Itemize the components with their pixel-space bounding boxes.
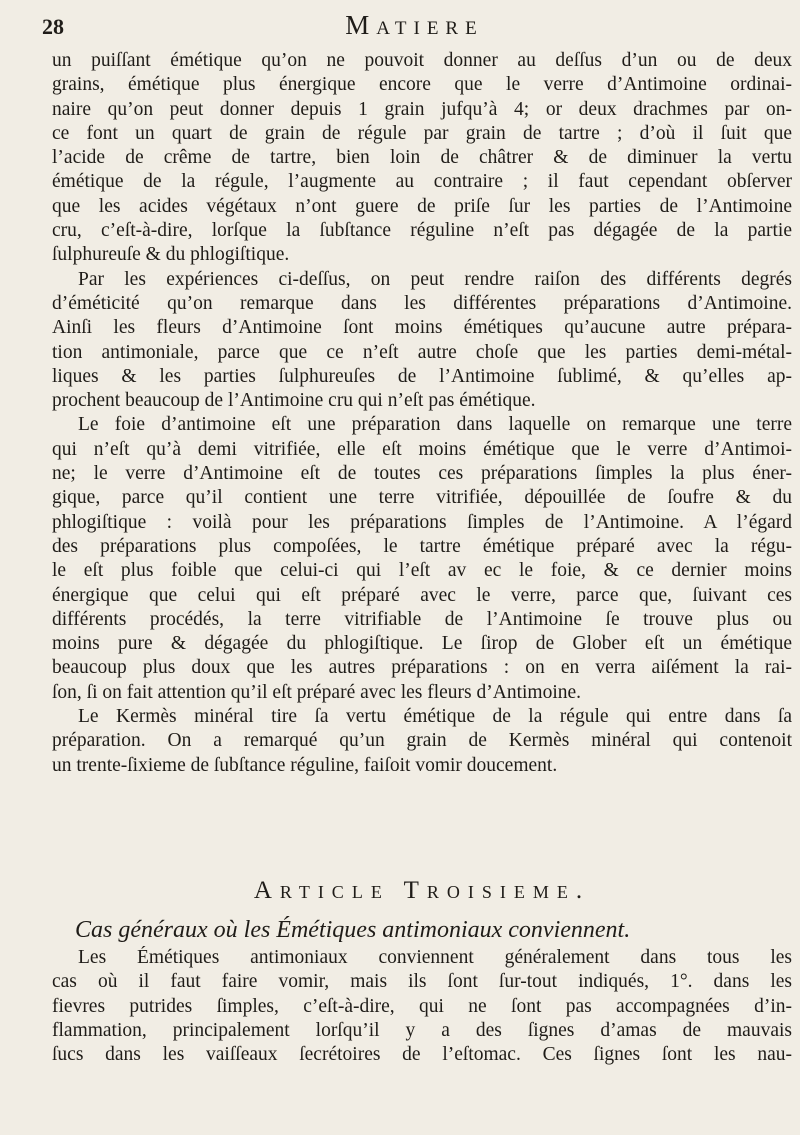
running-title: Matiere — [345, 10, 484, 40]
text-line: ne; le verre d’Antimoine eſt de toutes ces préparations ſimples la plus éner- — [52, 463, 792, 485]
text-line: prochent beaucoup de l’Antimoine cru qui n’eſt pas émétique. — [52, 390, 536, 412]
text-line: Par les expériences ci-deſſus, on peut rendre raiſon des différents degrés — [78, 268, 792, 290]
text-line: ſon, ſi on fait attention qu’il eſt préparé avec les fleurs d’Antimoine. — [52, 681, 582, 703]
text-line: que les acides végétaux n’ont guere de priſe ſur les parties de l’Antimoine — [52, 195, 792, 217]
text-line: Ainſi les fleurs d’Antimoine ſont moins émétiques qu’aucune autre prépara- — [52, 317, 792, 339]
text-line: différents procédés, la terre vitrifiable de l’Antimoine ſe trouve plus ou — [52, 608, 792, 630]
text-line: fievres putrides ſimples, c’eſt-à-dire, qui ne ſont pas accompagnées d’in- — [52, 995, 792, 1017]
text-line: cas où il faut faire vomir, mais ils ſont ſur-tout indiqués, 1°. dans les — [52, 971, 792, 993]
page-number: 28 — [42, 14, 64, 39]
text-line: Le foie d’antimoine eſt une préparation dans laquelle on remarque une terre — [78, 414, 792, 436]
text-line: gique, parce qu’il contient une terre vitrifiée, dépouillée de ſoufre & du — [52, 487, 792, 509]
text-line: un puiſſant émétique qu’on ne pouvoit donner au deſſus d’un ou de deux — [52, 50, 792, 71]
article-heading: Article Troisieme. — [253, 877, 591, 904]
text-line: l’acide de crême de tartre, bien loin de châtrer & de diminuer la vertu — [52, 147, 792, 169]
text-line: naire qu’on peut donner depuis 1 grain jufqu’à 4; or deux drachmes par on- — [52, 98, 792, 120]
body-text — [52, 49, 792, 778]
text-line: flammation, principalement lorſqu’il y a des ſignes d’amas de mauvais — [52, 1019, 792, 1041]
text-line: un trente-ſixieme de ſubſtance réguline, faiſoit vomir doucement. — [52, 754, 558, 776]
text-line: énergique que celui qui eſt préparé avec le verre, parce que, ſuivant ces — [52, 584, 792, 606]
article-text — [52, 946, 792, 1067]
page-header — [42, 8, 787, 42]
text-line: cru, c’eſt-à-dire, lorſque la ſubſtance réguline n’eſt pas dégagée de la partie — [52, 220, 792, 242]
text-line: liques & les parties ſulphureuſes de l’Antimoine ſublimé, & qu’elles ap- — [52, 365, 792, 387]
text-line: phlogiſtique : voilà pour les préparations ſimples de l’Antimoine. A l’égard — [52, 511, 792, 533]
text-line: ſulphureuſe & du phlogiſtique. — [52, 244, 290, 266]
text-line: ſucs dans les vaiſſeaux ſecrétoires de l’eſtomac. Ces ſignes ſont les nau- — [52, 1044, 792, 1066]
text-line: d’éméticité qu’on remarque dans les différentes préparations d’Antimoine. — [52, 292, 792, 314]
article-subtitle: Cas généraux où les Émétiques antimoniaux conviennent. — [75, 917, 631, 943]
text-line: ce font un quart de grain de régule par grain de tartre ; d’où il ſuit que — [52, 122, 792, 144]
text-line: grains, émétique plus énergique encore que le verre d’Antimoine ordinai- — [52, 74, 792, 96]
text-line: tion antimoniale, parce que ce n’eſt autre choſe que les parties demi-métal- — [52, 341, 792, 363]
text-line: Le Kermès minéral tire ſa vertu émétique de la régule qui entre dans ſa — [78, 706, 792, 728]
text-line: beaucoup plus doux que les autres préparations : on en verra aiſément la rai- — [52, 657, 792, 679]
text-line: des préparations plus compoſées, le tartre émétique préparé avec la régu- — [52, 535, 792, 557]
text-line: préparation. On a remarqué qu’un grain de Kermès minéral qui contenoit — [52, 730, 792, 752]
text-line: moins pure & dégagée du phlogiſtique. Le ſirop de Glober eſt un émétique — [52, 633, 792, 655]
text-line: le eſt plus foible que celui-ci qui l’eſt av ec le foie, & ce dernier moins — [52, 560, 792, 582]
text-line: qui n’eſt qu’à demi vitrifiée, elle eſt moins émétique que le verre d’Antimoi- — [52, 438, 792, 460]
text-line: Les Émétiques antimoniaux conviennent généralement dans tous les — [78, 947, 792, 968]
text-line: émétique de la régule, l’augmente au contraire ; il faut cependant obſerver — [52, 171, 792, 193]
